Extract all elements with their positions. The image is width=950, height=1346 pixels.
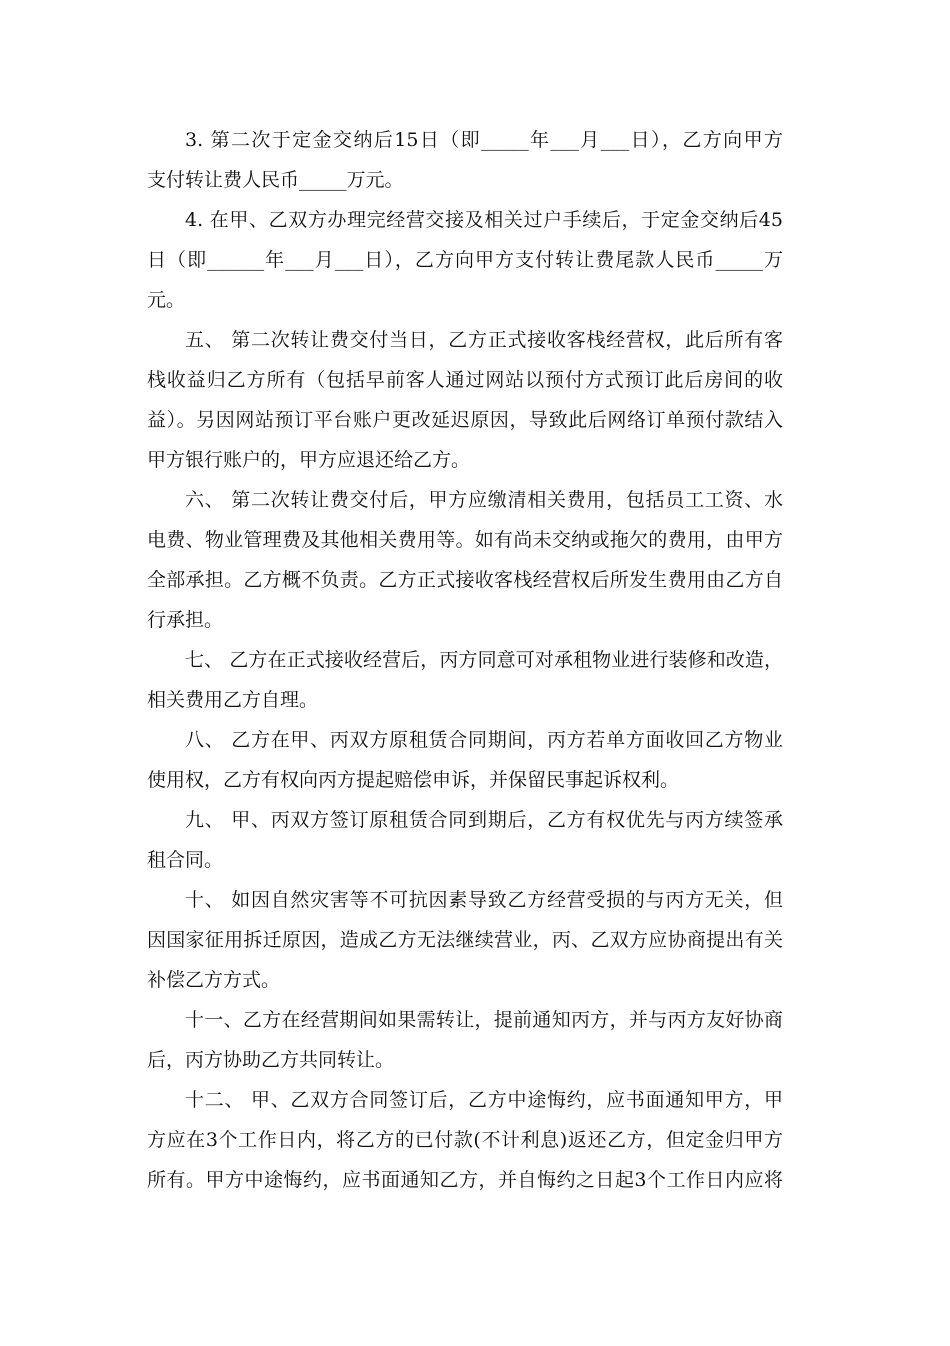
paragraph: [147, 640, 783, 720]
paragraph: [147, 120, 783, 200]
paragraph-line: 十一、乙方在经营期间如果需转让，提前通知丙方，并与丙方友好协商: [185, 1009, 783, 1031]
paragraph-line: 六、 第二次转让费交付后，甲方应缴清相关费用，包括员工工资、水: [185, 489, 783, 511]
paragraph-line: 全部承担。乙方概不负责。乙方正式接收客栈经营权后所发生费用由乙方自: [147, 569, 783, 591]
paragraph: [147, 200, 783, 320]
paragraph: [147, 800, 783, 880]
paragraph: [147, 320, 783, 480]
paragraph-line: 栈收益归乙方所有（包括早前客人通过网站以预付方式预订此后房间的收: [147, 369, 783, 391]
paragraph: [147, 1000, 783, 1080]
paragraph-line: 电费、物业管理费及其他相关费用等。如有尚未交纳或拖欠的费用，由甲方: [147, 529, 783, 551]
paragraph-line: 后，丙方协助乙方共同转让。: [147, 1049, 395, 1071]
paragraph-line: 元。: [147, 289, 186, 311]
paragraph-line: 3. 第二次于定金交纳后15日（即_____年___月___日），乙方向甲方: [185, 129, 783, 151]
paragraph-line: 七、 乙方在正式接收经营后，丙方同意可对承租物业进行装修和改造，: [185, 649, 783, 671]
paragraph-line: 十、 如因自然灾害等不可抗因素导致乙方经营受损的与丙方无关，但: [185, 889, 783, 911]
paragraph-line: 益）。另因网站预订平台账户更改延迟原因，导致此后网络订单预付款结入: [147, 409, 783, 431]
paragraph-line: 方应在3个工作日内，将乙方的已付款(不计利息)返还乙方，但定金归甲方: [147, 1129, 783, 1151]
paragraph: [147, 1080, 783, 1200]
paragraph-line: 因国家征用拆迁原因，造成乙方无法继续营业，丙、乙双方应协商提出有关: [147, 929, 783, 951]
paragraph-line: 4. 在甲、乙双方办理完经营交接及相关过户手续后，于定金交纳后45: [185, 209, 783, 231]
paragraph-line: 日（即______年___月___日），乙方向甲方支付转让费尾款人民币_____万: [147, 249, 783, 271]
paragraph: [147, 480, 783, 640]
paragraph-line: 八、 乙方在甲、丙双方原租赁合同期间，丙方若单方面收回乙方物业: [185, 729, 783, 751]
paragraph: [147, 720, 783, 800]
contract-document-body: [147, 120, 783, 1200]
paragraph-line: 五、 第二次转让费交付当日，乙方正式接收客栈经营权，此后所有客: [185, 329, 783, 351]
paragraph-line: 使用权，乙方有权向丙方提起赔偿申诉，并保留民事起诉权利。: [147, 769, 680, 791]
paragraph-line: 九、 甲、丙双方签订原租赁合同到期后，乙方有权优先与丙方续签承: [185, 809, 783, 831]
paragraph-line: 相关费用乙方自理。: [147, 689, 319, 711]
paragraph-line: 补偿乙方方式。: [147, 969, 281, 991]
paragraph-line: 行承担。: [147, 609, 224, 631]
paragraph-line: 所有。甲方中途悔约，应书面通知乙方，并自悔约之日起3个工作日内应将: [147, 1169, 783, 1191]
paragraph-line: 十二、 甲、乙双方合同签订后，乙方中途悔约，应书面通知甲方，甲: [185, 1089, 783, 1111]
paragraph: [147, 880, 783, 1000]
paragraph-line: 租合同。: [147, 849, 224, 871]
paragraph-line: 甲方银行账户的，甲方应退还给乙方。: [147, 449, 471, 471]
paragraph-line: 支付转让费人民币_____万元。: [147, 169, 404, 191]
